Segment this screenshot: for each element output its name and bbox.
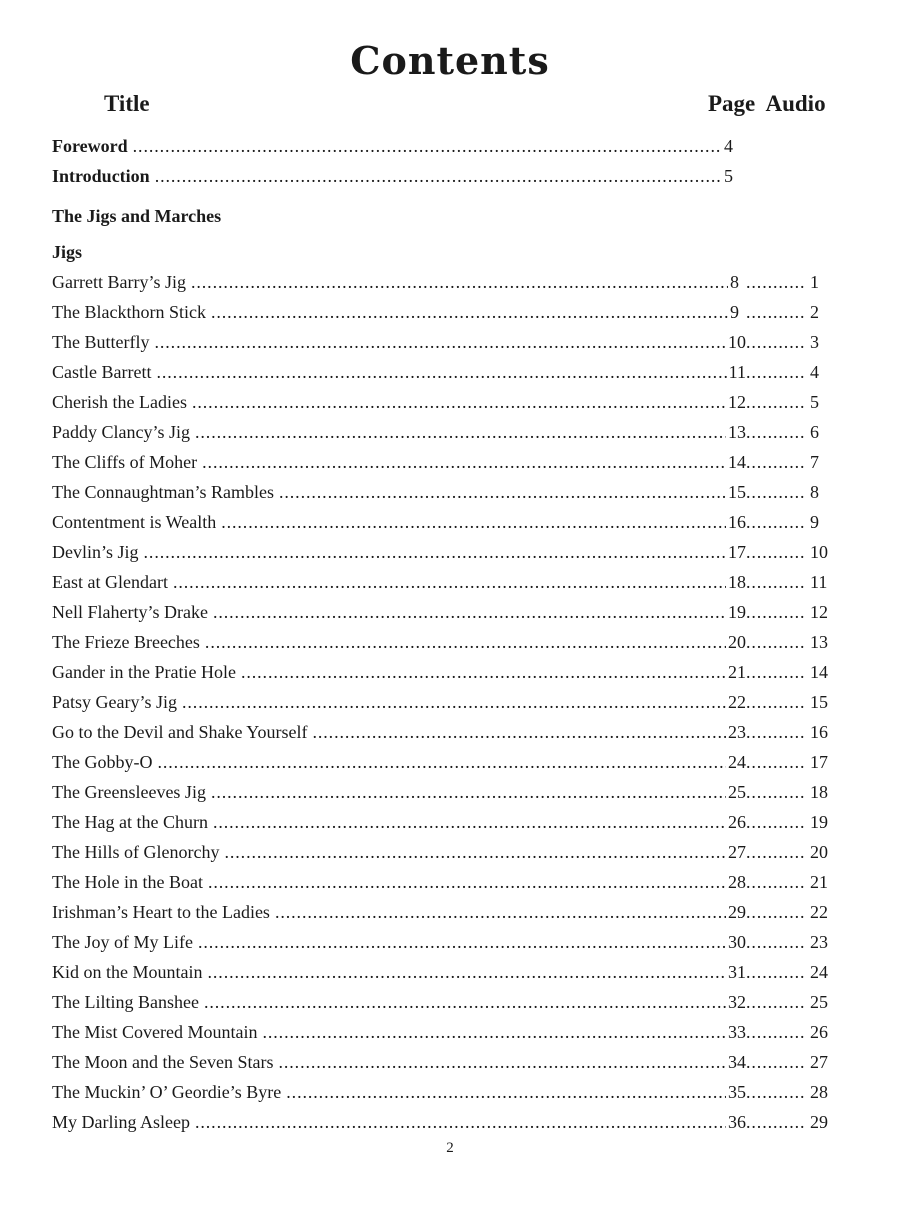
entry-audio: 12 xyxy=(810,602,828,622)
dot-leader xyxy=(746,1077,806,1107)
dot-leader xyxy=(208,867,726,897)
entry-title: Introduction xyxy=(52,166,150,186)
entry-page: 17 xyxy=(728,542,746,562)
entry-page: 34 xyxy=(728,1052,746,1072)
toc-entry[interactable] xyxy=(52,417,832,447)
toc-entry[interactable] xyxy=(52,807,832,837)
entry-audio: 19 xyxy=(810,812,828,832)
entry-page: 30 xyxy=(728,932,746,952)
entry-title: Nell Flaherty’s Drake xyxy=(52,602,208,622)
dot-leader xyxy=(746,777,806,807)
dot-leader xyxy=(746,567,806,597)
subsection-heading: Jigs xyxy=(52,242,83,262)
entry-title: Kid on the Mountain xyxy=(52,962,203,982)
entry-audio: 1 xyxy=(810,272,819,292)
entry-page: 21 xyxy=(728,662,746,682)
entry-audio: 10 xyxy=(810,542,828,562)
dot-leader xyxy=(746,417,806,447)
toc-entry[interactable] xyxy=(52,597,832,627)
dot-leader xyxy=(195,417,726,447)
toc-entry[interactable] xyxy=(52,477,832,507)
dot-leader xyxy=(286,1077,726,1107)
dot-leader xyxy=(746,747,806,777)
entry-page: 14 xyxy=(728,452,746,472)
dot-leader xyxy=(202,447,726,477)
toc-entry[interactable] xyxy=(52,717,832,747)
entry-title: The Greensleeves Jig xyxy=(52,782,206,802)
entry-audio: 27 xyxy=(810,1052,828,1072)
entry-title: The Frieze Breeches xyxy=(52,632,200,652)
entry-page: 18 xyxy=(728,572,746,592)
dot-leader xyxy=(133,131,722,161)
entry-page: 13 xyxy=(728,422,746,442)
dot-leader xyxy=(746,657,806,687)
entry-audio: 9 xyxy=(810,512,819,532)
entry-page: 8 xyxy=(730,272,739,292)
entry-audio: 17 xyxy=(810,752,828,772)
entry-audio: 2 xyxy=(810,302,819,322)
dot-leader xyxy=(213,807,726,837)
entry-page: 5 xyxy=(724,166,733,186)
entry-page: 11 xyxy=(728,362,746,382)
dot-leader xyxy=(746,1017,806,1047)
entry-title: Gander in the Pratie Hole xyxy=(52,662,236,682)
entry-audio: 21 xyxy=(810,872,828,892)
entry-audio: 16 xyxy=(810,722,828,742)
column-header-title: Title xyxy=(104,91,150,116)
dot-leader xyxy=(208,957,727,987)
entry-page: 25 xyxy=(728,782,746,802)
entry-title: The Blackthorn Stick xyxy=(52,302,206,322)
entry-audio: 18 xyxy=(810,782,828,802)
entry-title: The Lilting Banshee xyxy=(52,992,199,1012)
toc-entry[interactable] xyxy=(52,267,832,297)
entry-title: The Mist Covered Mountain xyxy=(52,1022,258,1042)
entry-audio: 23 xyxy=(810,932,828,952)
page-title: Contents xyxy=(350,38,550,83)
toc-entry[interactable] xyxy=(52,327,832,357)
dot-leader xyxy=(213,597,726,627)
entry-audio: 5 xyxy=(810,392,819,412)
entry-audio: 29 xyxy=(810,1112,828,1132)
toc-entry[interactable] xyxy=(52,867,832,897)
entry-title: The Connaughtman’s Rambles xyxy=(52,482,274,502)
entry-page: 20 xyxy=(728,632,746,652)
dot-leader xyxy=(157,747,726,777)
entry-audio: 26 xyxy=(810,1022,828,1042)
toc-entry[interactable] xyxy=(52,1107,832,1137)
dot-leader xyxy=(195,1107,726,1137)
entry-page: 12 xyxy=(728,392,746,412)
toc-entry[interactable] xyxy=(52,957,832,987)
entry-audio: 28 xyxy=(810,1082,828,1102)
dot-leader xyxy=(198,927,726,957)
entry-title: Patsy Geary’s Jig xyxy=(52,692,177,712)
toc-entry[interactable] xyxy=(52,357,832,387)
entry-title: My Darling Asleep xyxy=(52,1112,190,1132)
entry-title: East at Glendart xyxy=(52,572,168,592)
dot-leader xyxy=(241,657,726,687)
entry-page: 33 xyxy=(728,1022,746,1042)
toc-entry[interactable] xyxy=(52,567,832,597)
toc-entry[interactable] xyxy=(52,687,832,717)
entry-page: 29 xyxy=(728,902,746,922)
entry-audio: 11 xyxy=(810,572,828,592)
dot-leader xyxy=(746,1047,806,1077)
toc-entry[interactable] xyxy=(52,897,832,927)
entry-page: 19 xyxy=(728,602,746,622)
dot-leader xyxy=(173,567,726,597)
entry-title: The Butterfly xyxy=(52,332,150,352)
dot-leader xyxy=(278,1047,726,1077)
entry-audio: 24 xyxy=(810,962,828,982)
entry-audio: 7 xyxy=(810,452,819,472)
dot-leader xyxy=(192,387,726,417)
entry-title: Foreword xyxy=(52,136,128,156)
dot-leader xyxy=(746,477,806,507)
dot-leader xyxy=(155,161,722,191)
entry-title: Go to the Devil and Shake Yourself xyxy=(52,722,308,742)
entry-title: Cherish the Ladies xyxy=(52,392,187,412)
column-header-page-audio: Page Audio xyxy=(708,91,826,116)
dot-leader xyxy=(156,357,726,387)
dot-leader xyxy=(191,267,728,297)
entry-title: The Gobby-O xyxy=(52,752,153,772)
dot-leader xyxy=(211,297,728,327)
dot-leader xyxy=(746,897,806,927)
dot-leader xyxy=(746,327,806,357)
entry-title: Devlin’s Jig xyxy=(52,542,139,562)
dot-leader xyxy=(746,807,806,837)
dot-leader xyxy=(746,357,806,387)
entry-audio: 13 xyxy=(810,632,828,652)
entry-title: The Hills of Glenorchy xyxy=(52,842,220,862)
entry-title: Contentment is Wealth xyxy=(52,512,217,532)
front-matter-row[interactable] xyxy=(52,161,832,191)
dot-leader xyxy=(746,1107,806,1137)
entry-page: 4 xyxy=(724,136,733,156)
contents-list xyxy=(52,131,832,1137)
toc-entry[interactable] xyxy=(52,927,832,957)
dot-leader xyxy=(746,987,806,1017)
entry-audio: 22 xyxy=(810,902,828,922)
toc-entry[interactable] xyxy=(52,987,832,1017)
dot-leader xyxy=(746,627,806,657)
entry-page: 24 xyxy=(728,752,746,772)
page-number: 2 xyxy=(446,1140,454,1156)
dot-leader xyxy=(279,477,726,507)
entry-audio: 25 xyxy=(810,992,828,1012)
tune-list xyxy=(52,267,832,1137)
dot-leader xyxy=(746,837,806,867)
toc-entry[interactable] xyxy=(52,777,832,807)
dot-leader xyxy=(154,327,726,357)
entry-audio: 14 xyxy=(810,662,828,682)
toc-entry[interactable] xyxy=(52,447,832,477)
entry-title: The Muckin’ O’ Geordie’s Byre xyxy=(52,1082,282,1102)
dot-leader xyxy=(746,687,806,717)
entry-title: The Moon and the Seven Stars xyxy=(52,1052,274,1072)
entry-page: 26 xyxy=(728,812,746,832)
toc-entry[interactable] xyxy=(52,657,832,687)
dot-leader xyxy=(224,837,726,867)
toc-entry[interactable] xyxy=(52,537,832,567)
entry-page: 36 xyxy=(728,1112,746,1132)
dot-leader xyxy=(204,987,726,1017)
entry-title: The Joy of My Life xyxy=(52,932,193,952)
toc-entry[interactable] xyxy=(52,387,832,417)
entry-audio: 6 xyxy=(810,422,819,442)
dot-leader xyxy=(211,777,726,807)
dot-leader xyxy=(182,687,726,717)
entry-audio: 8 xyxy=(810,482,819,502)
dot-leader xyxy=(746,717,806,747)
entry-page: 9 xyxy=(730,302,739,322)
dot-leader xyxy=(221,507,726,537)
front-matter-row[interactable] xyxy=(52,131,832,161)
toc-entry[interactable] xyxy=(52,1077,832,1107)
toc-entry[interactable] xyxy=(52,297,832,327)
entry-audio: 15 xyxy=(810,692,828,712)
entry-audio: 20 xyxy=(810,842,828,862)
dot-leader xyxy=(312,717,726,747)
dot-leader xyxy=(205,627,726,657)
dot-leader xyxy=(746,387,806,417)
dot-leader xyxy=(746,267,806,297)
dot-leader xyxy=(746,957,806,987)
dot-leader xyxy=(746,597,806,627)
entry-page: 23 xyxy=(728,722,746,742)
toc-entry[interactable] xyxy=(52,1047,832,1077)
entry-title: Paddy Clancy’s Jig xyxy=(52,422,190,442)
toc-entry[interactable] xyxy=(52,837,832,867)
entry-title: The Cliffs of Moher xyxy=(52,452,198,472)
entry-title: Garrett Barry’s Jig xyxy=(52,272,186,292)
dot-leader xyxy=(746,927,806,957)
toc-entry[interactable] xyxy=(52,507,832,537)
entry-page: 32 xyxy=(728,992,746,1012)
entry-page: 27 xyxy=(728,842,746,862)
entry-page: 35 xyxy=(728,1082,746,1102)
dot-leader xyxy=(144,537,726,567)
entry-title: Castle Barrett xyxy=(52,362,152,382)
entry-page: 31 xyxy=(728,962,746,982)
entry-page: 15 xyxy=(728,482,746,502)
dot-leader xyxy=(746,297,806,327)
entry-audio: 4 xyxy=(810,362,819,382)
entry-audio: 3 xyxy=(810,332,819,352)
entry-page: 10 xyxy=(728,332,746,352)
dot-leader xyxy=(746,507,806,537)
toc-entry[interactable] xyxy=(52,1017,832,1047)
dot-leader xyxy=(746,447,806,477)
entry-page: 16 xyxy=(728,512,746,532)
entry-title: Irishman’s Heart to the Ladies xyxy=(52,902,270,922)
entry-page: 28 xyxy=(728,872,746,892)
toc-entry[interactable] xyxy=(52,747,832,777)
section-heading: The Jigs and Marches xyxy=(52,206,222,226)
entry-title: The Hole in the Boat xyxy=(52,872,203,892)
entry-page: 22 xyxy=(728,692,746,712)
dot-leader xyxy=(746,537,806,567)
dot-leader xyxy=(746,867,806,897)
dot-leader xyxy=(262,1017,726,1047)
toc-entry[interactable] xyxy=(52,627,832,657)
entry-title: The Hag at the Churn xyxy=(52,812,208,832)
dot-leader xyxy=(275,897,726,927)
